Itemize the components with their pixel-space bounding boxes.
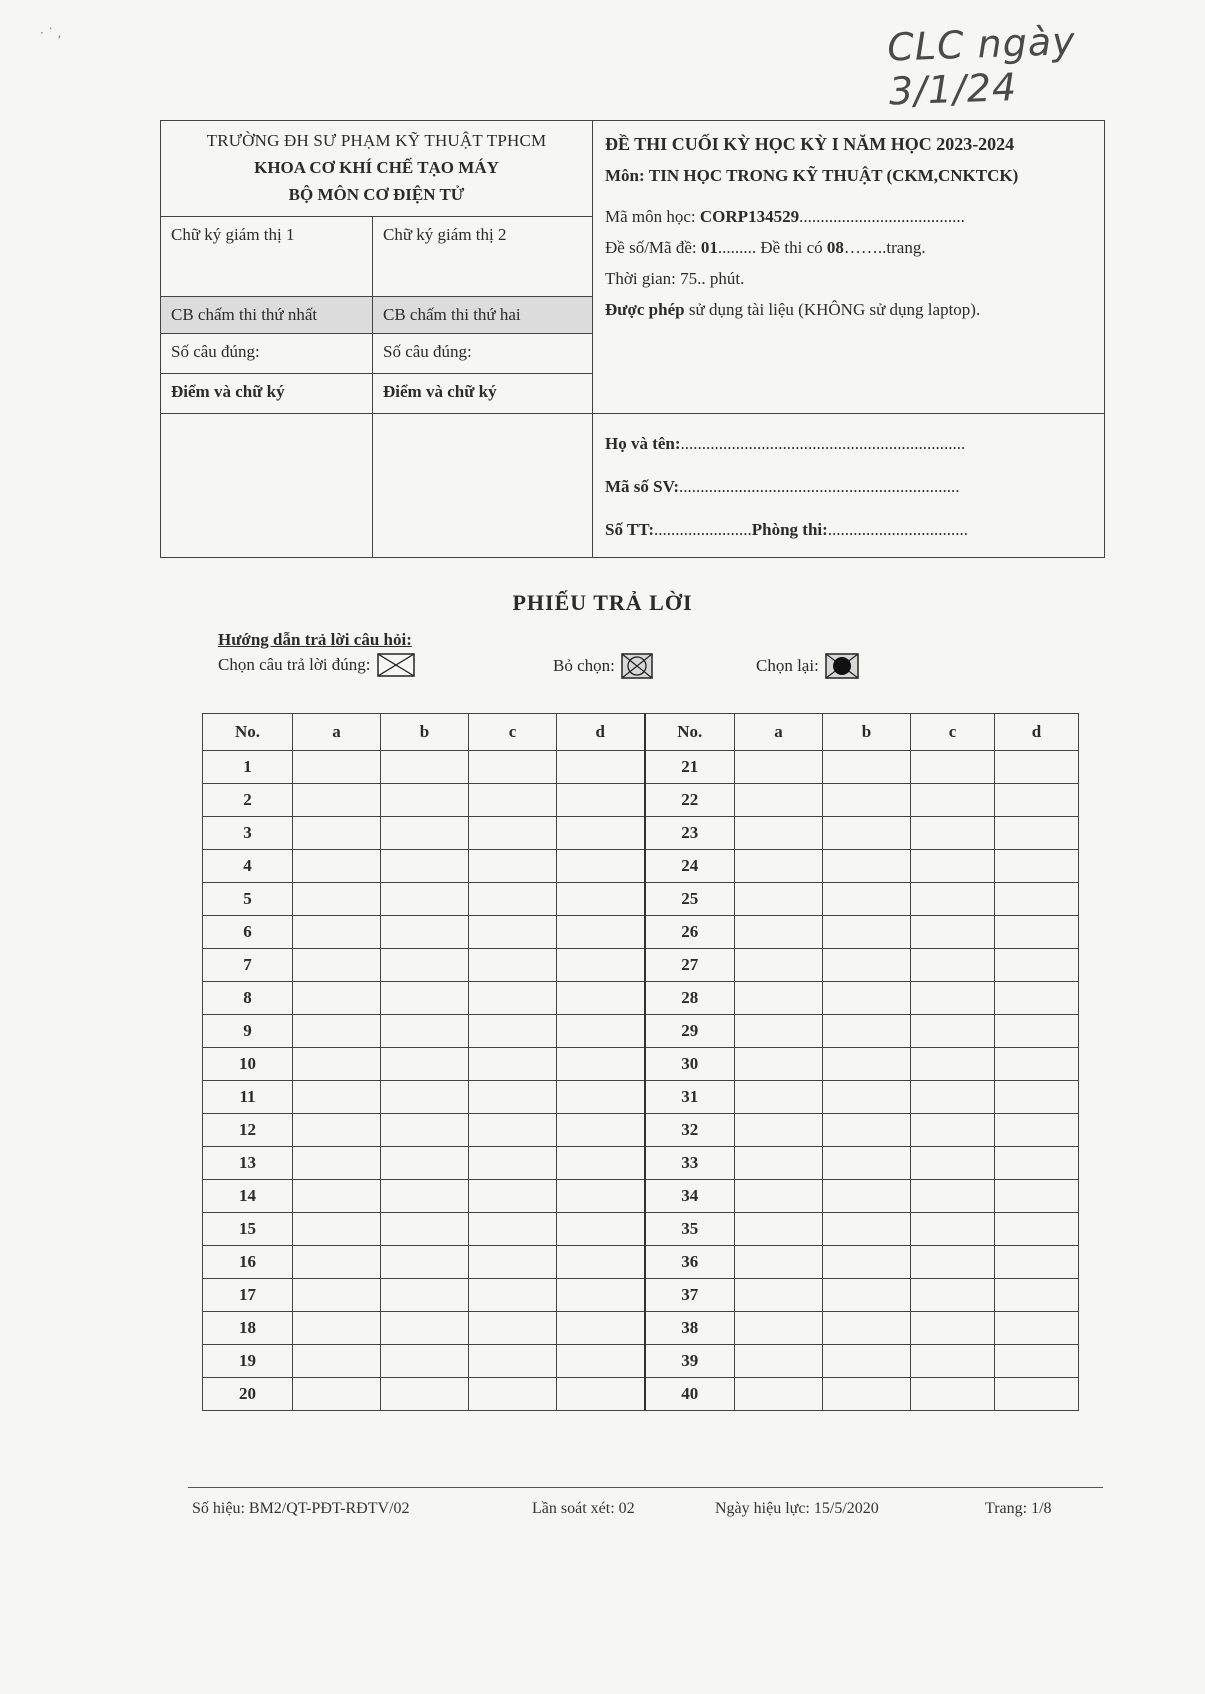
answer-option-box[interactable] bbox=[293, 1081, 381, 1114]
answer-option-box[interactable] bbox=[469, 1048, 557, 1081]
answer-option-box[interactable] bbox=[995, 1246, 1079, 1279]
answer-option-box[interactable] bbox=[293, 1378, 381, 1411]
answer-row bbox=[203, 817, 1079, 850]
answer-option-box[interactable] bbox=[293, 982, 381, 1015]
answer-option-box[interactable] bbox=[293, 1345, 381, 1378]
answer-row bbox=[203, 1213, 1079, 1246]
answer-option-box[interactable] bbox=[823, 850, 911, 883]
question-number: 35 bbox=[645, 1213, 735, 1246]
answer-row bbox=[203, 751, 1079, 784]
answer-option-box[interactable] bbox=[557, 751, 645, 784]
answer-option-box[interactable] bbox=[557, 1081, 645, 1114]
answer-option-box[interactable] bbox=[823, 1015, 911, 1048]
question-number: 27 bbox=[645, 949, 735, 982]
answer-option-box[interactable] bbox=[735, 1114, 823, 1147]
answer-option-box[interactable] bbox=[995, 949, 1079, 982]
answer-option-box[interactable] bbox=[911, 1147, 995, 1180]
footer-divider bbox=[188, 1487, 1103, 1488]
answer-option-box[interactable] bbox=[557, 817, 645, 850]
answer-row bbox=[203, 1345, 1079, 1378]
question-number: 34 bbox=[645, 1180, 735, 1213]
answer-option-box[interactable] bbox=[293, 1015, 381, 1048]
answer-option-box[interactable] bbox=[823, 784, 911, 817]
question-number: 5 bbox=[203, 883, 293, 916]
answer-option-box[interactable] bbox=[557, 784, 645, 817]
answer-option-box[interactable] bbox=[823, 1378, 911, 1411]
answer-option-box[interactable] bbox=[557, 883, 645, 916]
column-header-option: c bbox=[911, 714, 995, 751]
answer-option-box[interactable] bbox=[293, 949, 381, 982]
answer-option-box[interactable] bbox=[735, 850, 823, 883]
answer-option-box[interactable] bbox=[911, 916, 995, 949]
school-info bbox=[161, 121, 593, 217]
answer-option-box[interactable] bbox=[381, 784, 469, 817]
grader1-score-box bbox=[161, 414, 373, 558]
question-number: 25 bbox=[645, 883, 735, 916]
answer-option-box[interactable] bbox=[381, 751, 469, 784]
answer-option-box[interactable] bbox=[911, 1180, 995, 1213]
answer-option-box[interactable] bbox=[469, 982, 557, 1015]
answer-option-box[interactable] bbox=[995, 850, 1079, 883]
answer-option-box[interactable] bbox=[381, 916, 469, 949]
question-number: 12 bbox=[203, 1114, 293, 1147]
exam-title: ĐỀ THI CUỐI KỲ HỌC KỲ I NĂM HỌC 2023-2024 bbox=[605, 134, 1015, 154]
answer-option-box[interactable] bbox=[381, 1114, 469, 1147]
column-header-no: No. bbox=[203, 714, 293, 751]
answer-row bbox=[203, 883, 1079, 916]
answer-option-box[interactable] bbox=[557, 1378, 645, 1411]
answer-option-box[interactable] bbox=[823, 883, 911, 916]
answer-option-box[interactable] bbox=[469, 1114, 557, 1147]
grader2-correct-count: Số câu đúng: bbox=[373, 334, 593, 374]
duration-line: Thời gian: 75.. phút. bbox=[605, 269, 745, 288]
answer-row bbox=[203, 1312, 1079, 1345]
answer-option-box[interactable] bbox=[735, 982, 823, 1015]
answer-option-box[interactable] bbox=[293, 1180, 381, 1213]
answer-option-box[interactable] bbox=[735, 751, 823, 784]
question-number: 36 bbox=[645, 1246, 735, 1279]
answer-option-box[interactable] bbox=[995, 751, 1079, 784]
grader1-label: CB chấm thi thứ nhất bbox=[161, 297, 373, 334]
question-number: 39 bbox=[645, 1345, 735, 1378]
question-number: 33 bbox=[645, 1147, 735, 1180]
question-number: 38 bbox=[645, 1312, 735, 1345]
answer-option-box[interactable] bbox=[381, 1378, 469, 1411]
answer-option-box[interactable] bbox=[823, 751, 911, 784]
question-number: 17 bbox=[203, 1279, 293, 1312]
answer-option-box[interactable] bbox=[823, 1048, 911, 1081]
question-number: 13 bbox=[203, 1147, 293, 1180]
answer-option-box[interactable] bbox=[995, 1279, 1079, 1312]
column-header-option: a bbox=[293, 714, 381, 751]
question-number: 21 bbox=[645, 751, 735, 784]
answer-option-box[interactable] bbox=[735, 1213, 823, 1246]
answer-option-box[interactable] bbox=[557, 1345, 645, 1378]
column-header-option: b bbox=[381, 714, 469, 751]
answer-option-box[interactable] bbox=[995, 1378, 1079, 1411]
answer-option-box[interactable] bbox=[557, 1312, 645, 1345]
answer-option-box[interactable] bbox=[995, 1312, 1079, 1345]
answer-option-box[interactable] bbox=[911, 1246, 995, 1279]
answer-option-box[interactable] bbox=[995, 1213, 1079, 1246]
question-number: 37 bbox=[645, 1279, 735, 1312]
question-number: 14 bbox=[203, 1180, 293, 1213]
footer-revision: Lần soát xét: 02 bbox=[532, 1500, 635, 1517]
answer-option-box[interactable] bbox=[381, 1345, 469, 1378]
question-number: 28 bbox=[645, 982, 735, 1015]
answer-option-box[interactable] bbox=[823, 817, 911, 850]
question-number: 24 bbox=[645, 850, 735, 883]
box-crossed-icon bbox=[377, 653, 415, 677]
answer-option-box[interactable] bbox=[557, 1114, 645, 1147]
answer-option-box[interactable] bbox=[381, 949, 469, 982]
student-name-line: Họ và tên:................................................................... bbox=[605, 434, 966, 453]
answer-row bbox=[203, 1114, 1079, 1147]
answer-option-box[interactable] bbox=[823, 1213, 911, 1246]
question-number: 32 bbox=[645, 1114, 735, 1147]
answer-grid bbox=[202, 713, 1079, 1411]
grader1-correct-count: Số câu đúng: bbox=[161, 334, 373, 374]
question-number: 31 bbox=[645, 1081, 735, 1114]
answer-option-box[interactable] bbox=[911, 883, 995, 916]
legend-reselect bbox=[756, 653, 859, 679]
answer-option-box[interactable] bbox=[381, 1279, 469, 1312]
answer-option-box[interactable] bbox=[469, 1312, 557, 1345]
question-number: 10 bbox=[203, 1048, 293, 1081]
answer-option-box[interactable] bbox=[823, 1345, 911, 1378]
answer-option-box[interactable] bbox=[823, 916, 911, 949]
answer-option-box[interactable] bbox=[911, 949, 995, 982]
answer-option-box[interactable] bbox=[381, 1147, 469, 1180]
answer-option-box[interactable] bbox=[469, 949, 557, 982]
answer-option-box[interactable] bbox=[381, 1048, 469, 1081]
answer-row bbox=[203, 916, 1079, 949]
answer-option-box[interactable] bbox=[293, 1048, 381, 1081]
footer-page: Trang: 1/8 bbox=[985, 1500, 1052, 1517]
exam-number: 01 bbox=[700, 238, 718, 257]
answer-option-box[interactable] bbox=[911, 751, 995, 784]
instructions-title: Hướng dẫn trả lời câu hỏi: bbox=[218, 630, 412, 649]
course-code: CORP134529 bbox=[699, 207, 800, 226]
answer-row bbox=[203, 1147, 1079, 1180]
answer-option-box[interactable] bbox=[293, 784, 381, 817]
column-header-option: d bbox=[557, 714, 645, 751]
answer-option-box[interactable] bbox=[911, 1312, 995, 1345]
legend-reselect-label: Chọn lại: bbox=[756, 656, 819, 675]
question-number: 26 bbox=[645, 916, 735, 949]
answer-option-box[interactable] bbox=[293, 916, 381, 949]
duration: 75 bbox=[680, 269, 698, 288]
answer-option-box[interactable] bbox=[469, 1378, 557, 1411]
answer-option-box[interactable] bbox=[557, 1015, 645, 1048]
question-number: 29 bbox=[645, 1015, 735, 1048]
question-number: 8 bbox=[203, 982, 293, 1015]
question-number: 40 bbox=[645, 1378, 735, 1411]
answer-option-box[interactable] bbox=[735, 1378, 823, 1411]
grader2-score-label: Điểm và chữ ký bbox=[373, 374, 593, 414]
answer-grid-header bbox=[203, 714, 1079, 751]
box-filled-circle-icon bbox=[825, 653, 859, 679]
grader1-score-label: Điểm và chữ ký bbox=[161, 374, 373, 414]
answer-option-box[interactable] bbox=[995, 1345, 1079, 1378]
answer-row bbox=[203, 1015, 1079, 1048]
answer-option-box[interactable] bbox=[381, 982, 469, 1015]
question-number: 19 bbox=[203, 1345, 293, 1378]
scan-specks: · ˙ , bbox=[40, 26, 62, 40]
answer-option-box[interactable] bbox=[381, 1213, 469, 1246]
proctor1-signature-box: Chữ ký giám thị 1 bbox=[161, 217, 373, 297]
answer-option-box[interactable] bbox=[735, 1081, 823, 1114]
answer-option-box[interactable] bbox=[823, 1081, 911, 1114]
answer-option-box[interactable] bbox=[735, 1345, 823, 1378]
answer-option-box[interactable] bbox=[823, 1114, 911, 1147]
answer-row bbox=[203, 1081, 1079, 1114]
answer-option-box[interactable] bbox=[735, 1279, 823, 1312]
column-header-option: c bbox=[469, 714, 557, 751]
answer-option-box[interactable] bbox=[735, 883, 823, 916]
footer-effective-date: Ngày hiệu lực: 15/5/2020 bbox=[715, 1500, 879, 1517]
answer-option-box[interactable] bbox=[557, 1180, 645, 1213]
exam-header-table bbox=[160, 120, 1105, 558]
answer-option-box[interactable] bbox=[735, 817, 823, 850]
answer-option-box[interactable] bbox=[469, 1213, 557, 1246]
answer-option-box[interactable] bbox=[995, 982, 1079, 1015]
exam-info bbox=[593, 121, 1105, 414]
answer-option-box[interactable] bbox=[469, 850, 557, 883]
course-code-line: Mã môn học: CORP134529....................................... bbox=[605, 207, 965, 226]
student-id-line: Mã số SV:.................................................................. bbox=[605, 477, 960, 496]
answer-option-box[interactable] bbox=[293, 751, 381, 784]
answer-option-box[interactable] bbox=[381, 1246, 469, 1279]
materials-policy: Được phép sử dụng tài liệu (KHÔNG sử dụng laptop). bbox=[605, 300, 981, 319]
box-crossed-circled-icon bbox=[621, 653, 653, 679]
answer-option-box[interactable] bbox=[293, 1246, 381, 1279]
student-info bbox=[593, 414, 1105, 558]
answer-option-box[interactable] bbox=[735, 1180, 823, 1213]
answer-option-box[interactable] bbox=[557, 1048, 645, 1081]
proctor2-signature-box: Chữ ký giám thị 2 bbox=[373, 217, 593, 297]
legend-unselect bbox=[553, 653, 653, 679]
question-number: 3 bbox=[203, 817, 293, 850]
answer-option-box[interactable] bbox=[735, 1147, 823, 1180]
answer-option-box[interactable] bbox=[823, 1279, 911, 1312]
answer-option-box[interactable] bbox=[911, 1081, 995, 1114]
answer-option-box[interactable] bbox=[293, 850, 381, 883]
answer-option-box[interactable] bbox=[995, 1015, 1079, 1048]
answer-option-box[interactable] bbox=[911, 1279, 995, 1312]
question-number: 6 bbox=[203, 916, 293, 949]
answer-row bbox=[203, 1048, 1079, 1081]
answer-option-box[interactable] bbox=[469, 751, 557, 784]
page-count: 08 bbox=[826, 238, 844, 257]
answer-option-box[interactable] bbox=[293, 1114, 381, 1147]
answer-option-box[interactable] bbox=[735, 949, 823, 982]
answer-row bbox=[203, 850, 1079, 883]
answer-option-box[interactable] bbox=[469, 1081, 557, 1114]
question-number: 16 bbox=[203, 1246, 293, 1279]
answer-option-box[interactable] bbox=[735, 1048, 823, 1081]
answer-option-box[interactable] bbox=[293, 1213, 381, 1246]
question-number: 11 bbox=[203, 1081, 293, 1114]
grader2-score-box bbox=[373, 414, 593, 558]
answer-option-box[interactable] bbox=[293, 1279, 381, 1312]
answer-option-box[interactable] bbox=[911, 1114, 995, 1147]
answer-option-box[interactable] bbox=[381, 1081, 469, 1114]
answer-option-box[interactable] bbox=[381, 850, 469, 883]
answer-option-box[interactable] bbox=[469, 1147, 557, 1180]
question-number: 2 bbox=[203, 784, 293, 817]
answer-option-box[interactable] bbox=[469, 817, 557, 850]
answer-option-box[interactable] bbox=[381, 883, 469, 916]
legend-unselect-label: Bỏ chọn: bbox=[553, 656, 615, 675]
answer-option-box[interactable] bbox=[995, 916, 1079, 949]
answer-option-box[interactable] bbox=[911, 850, 995, 883]
answer-option-box[interactable] bbox=[557, 1279, 645, 1312]
answer-option-box[interactable] bbox=[735, 1246, 823, 1279]
answer-option-box[interactable] bbox=[995, 883, 1079, 916]
answer-option-box[interactable] bbox=[557, 850, 645, 883]
answer-option-box[interactable] bbox=[823, 1312, 911, 1345]
answer-option-box[interactable] bbox=[469, 916, 557, 949]
answer-option-box[interactable] bbox=[557, 916, 645, 949]
answer-option-box[interactable] bbox=[823, 1180, 911, 1213]
column-header-no: No. bbox=[645, 714, 735, 751]
faculty-name: KHOA CƠ KHÍ CHẾ TẠO MÁY bbox=[254, 158, 499, 177]
answer-option-box[interactable] bbox=[381, 1180, 469, 1213]
exam-subject: Môn: TIN HỌC TRONG KỸ THUẬT (CKM,CNKTCK) bbox=[605, 166, 1019, 185]
answer-option-box[interactable] bbox=[995, 1048, 1079, 1081]
answer-option-box[interactable] bbox=[469, 1345, 557, 1378]
answer-option-box[interactable] bbox=[469, 784, 557, 817]
exam-number-line: Đề số/Mã đề: 01......... Đề thi có 08……..trang. bbox=[605, 238, 926, 257]
answer-option-box[interactable] bbox=[557, 1213, 645, 1246]
answer-option-box[interactable] bbox=[557, 1147, 645, 1180]
answer-option-box[interactable] bbox=[381, 1015, 469, 1048]
answer-option-box[interactable] bbox=[293, 883, 381, 916]
legend-choose bbox=[218, 653, 415, 677]
grader2-label: CB chấm thi thứ hai bbox=[373, 297, 593, 334]
answer-row bbox=[203, 1246, 1079, 1279]
answer-option-box[interactable] bbox=[995, 1180, 1079, 1213]
answer-row bbox=[203, 949, 1079, 982]
handwritten-date-note: CLC ngày 3/1/24 bbox=[886, 18, 1077, 114]
answer-row bbox=[203, 1378, 1079, 1411]
answer-option-box[interactable] bbox=[469, 1180, 557, 1213]
answer-option-box[interactable] bbox=[469, 1246, 557, 1279]
answer-option-box[interactable] bbox=[911, 1378, 995, 1411]
answer-option-box[interactable] bbox=[995, 817, 1079, 850]
answer-row bbox=[203, 1180, 1079, 1213]
question-number: 9 bbox=[203, 1015, 293, 1048]
answer-option-box[interactable] bbox=[823, 949, 911, 982]
department-name: BỘ MÔN CƠ ĐIỆN TỬ bbox=[288, 185, 465, 204]
answer-row bbox=[203, 982, 1079, 1015]
question-number: 20 bbox=[203, 1378, 293, 1411]
answer-option-box[interactable] bbox=[995, 1114, 1079, 1147]
answer-option-box[interactable] bbox=[911, 982, 995, 1015]
footer-form-number: Số hiệu: BM2/QT-PĐT-RĐTV/02 bbox=[192, 1500, 410, 1517]
answer-option-box[interactable] bbox=[557, 1246, 645, 1279]
question-number: 1 bbox=[203, 751, 293, 784]
answer-option-box[interactable] bbox=[469, 883, 557, 916]
question-number: 15 bbox=[203, 1213, 293, 1246]
column-header-option: d bbox=[995, 714, 1079, 751]
answer-option-box[interactable] bbox=[469, 1279, 557, 1312]
seat-room-line: Số TT:.......................Phòng thi:................................. bbox=[605, 520, 969, 539]
answer-option-box[interactable] bbox=[823, 1246, 911, 1279]
answer-option-box[interactable] bbox=[995, 1081, 1079, 1114]
answer-row bbox=[203, 1279, 1079, 1312]
answer-option-box[interactable] bbox=[735, 1015, 823, 1048]
answer-option-box[interactable] bbox=[293, 817, 381, 850]
answer-option-box[interactable] bbox=[911, 1213, 995, 1246]
answer-option-box[interactable] bbox=[557, 949, 645, 982]
question-number: 22 bbox=[645, 784, 735, 817]
answer-option-box[interactable] bbox=[823, 982, 911, 1015]
answer-option-box[interactable] bbox=[995, 1147, 1079, 1180]
answer-option-box[interactable] bbox=[911, 784, 995, 817]
column-header-option: a bbox=[735, 714, 823, 751]
answer-option-box[interactable] bbox=[381, 1312, 469, 1345]
answer-option-box[interactable] bbox=[823, 1147, 911, 1180]
column-header-option: b bbox=[823, 714, 911, 751]
answer-option-box[interactable] bbox=[735, 784, 823, 817]
school-name: TRƯỜNG ĐH SƯ PHẠM KỸ THUẬT TPHCM bbox=[206, 131, 547, 150]
answer-option-box[interactable] bbox=[911, 1015, 995, 1048]
answer-option-box[interactable] bbox=[381, 817, 469, 850]
question-number: 23 bbox=[645, 817, 735, 850]
question-number: 18 bbox=[203, 1312, 293, 1345]
question-number: 7 bbox=[203, 949, 293, 982]
answer-option-box[interactable] bbox=[735, 1312, 823, 1345]
answer-row bbox=[203, 784, 1079, 817]
answer-sheet-title: PHIẾU TRẢ LỜI bbox=[512, 590, 693, 615]
answer-option-box[interactable] bbox=[911, 817, 995, 850]
answer-option-box[interactable] bbox=[911, 1048, 995, 1081]
question-number: 4 bbox=[203, 850, 293, 883]
answer-option-box[interactable] bbox=[735, 916, 823, 949]
question-number: 30 bbox=[645, 1048, 735, 1081]
answer-option-box[interactable] bbox=[293, 1312, 381, 1345]
answer-option-box[interactable] bbox=[469, 1015, 557, 1048]
answer-option-box[interactable] bbox=[557, 982, 645, 1015]
legend-choose-label: Chọn câu trả lời đúng: bbox=[218, 655, 371, 674]
answer-option-box[interactable] bbox=[293, 1147, 381, 1180]
answer-option-box[interactable] bbox=[911, 1345, 995, 1378]
answer-option-box[interactable] bbox=[995, 784, 1079, 817]
